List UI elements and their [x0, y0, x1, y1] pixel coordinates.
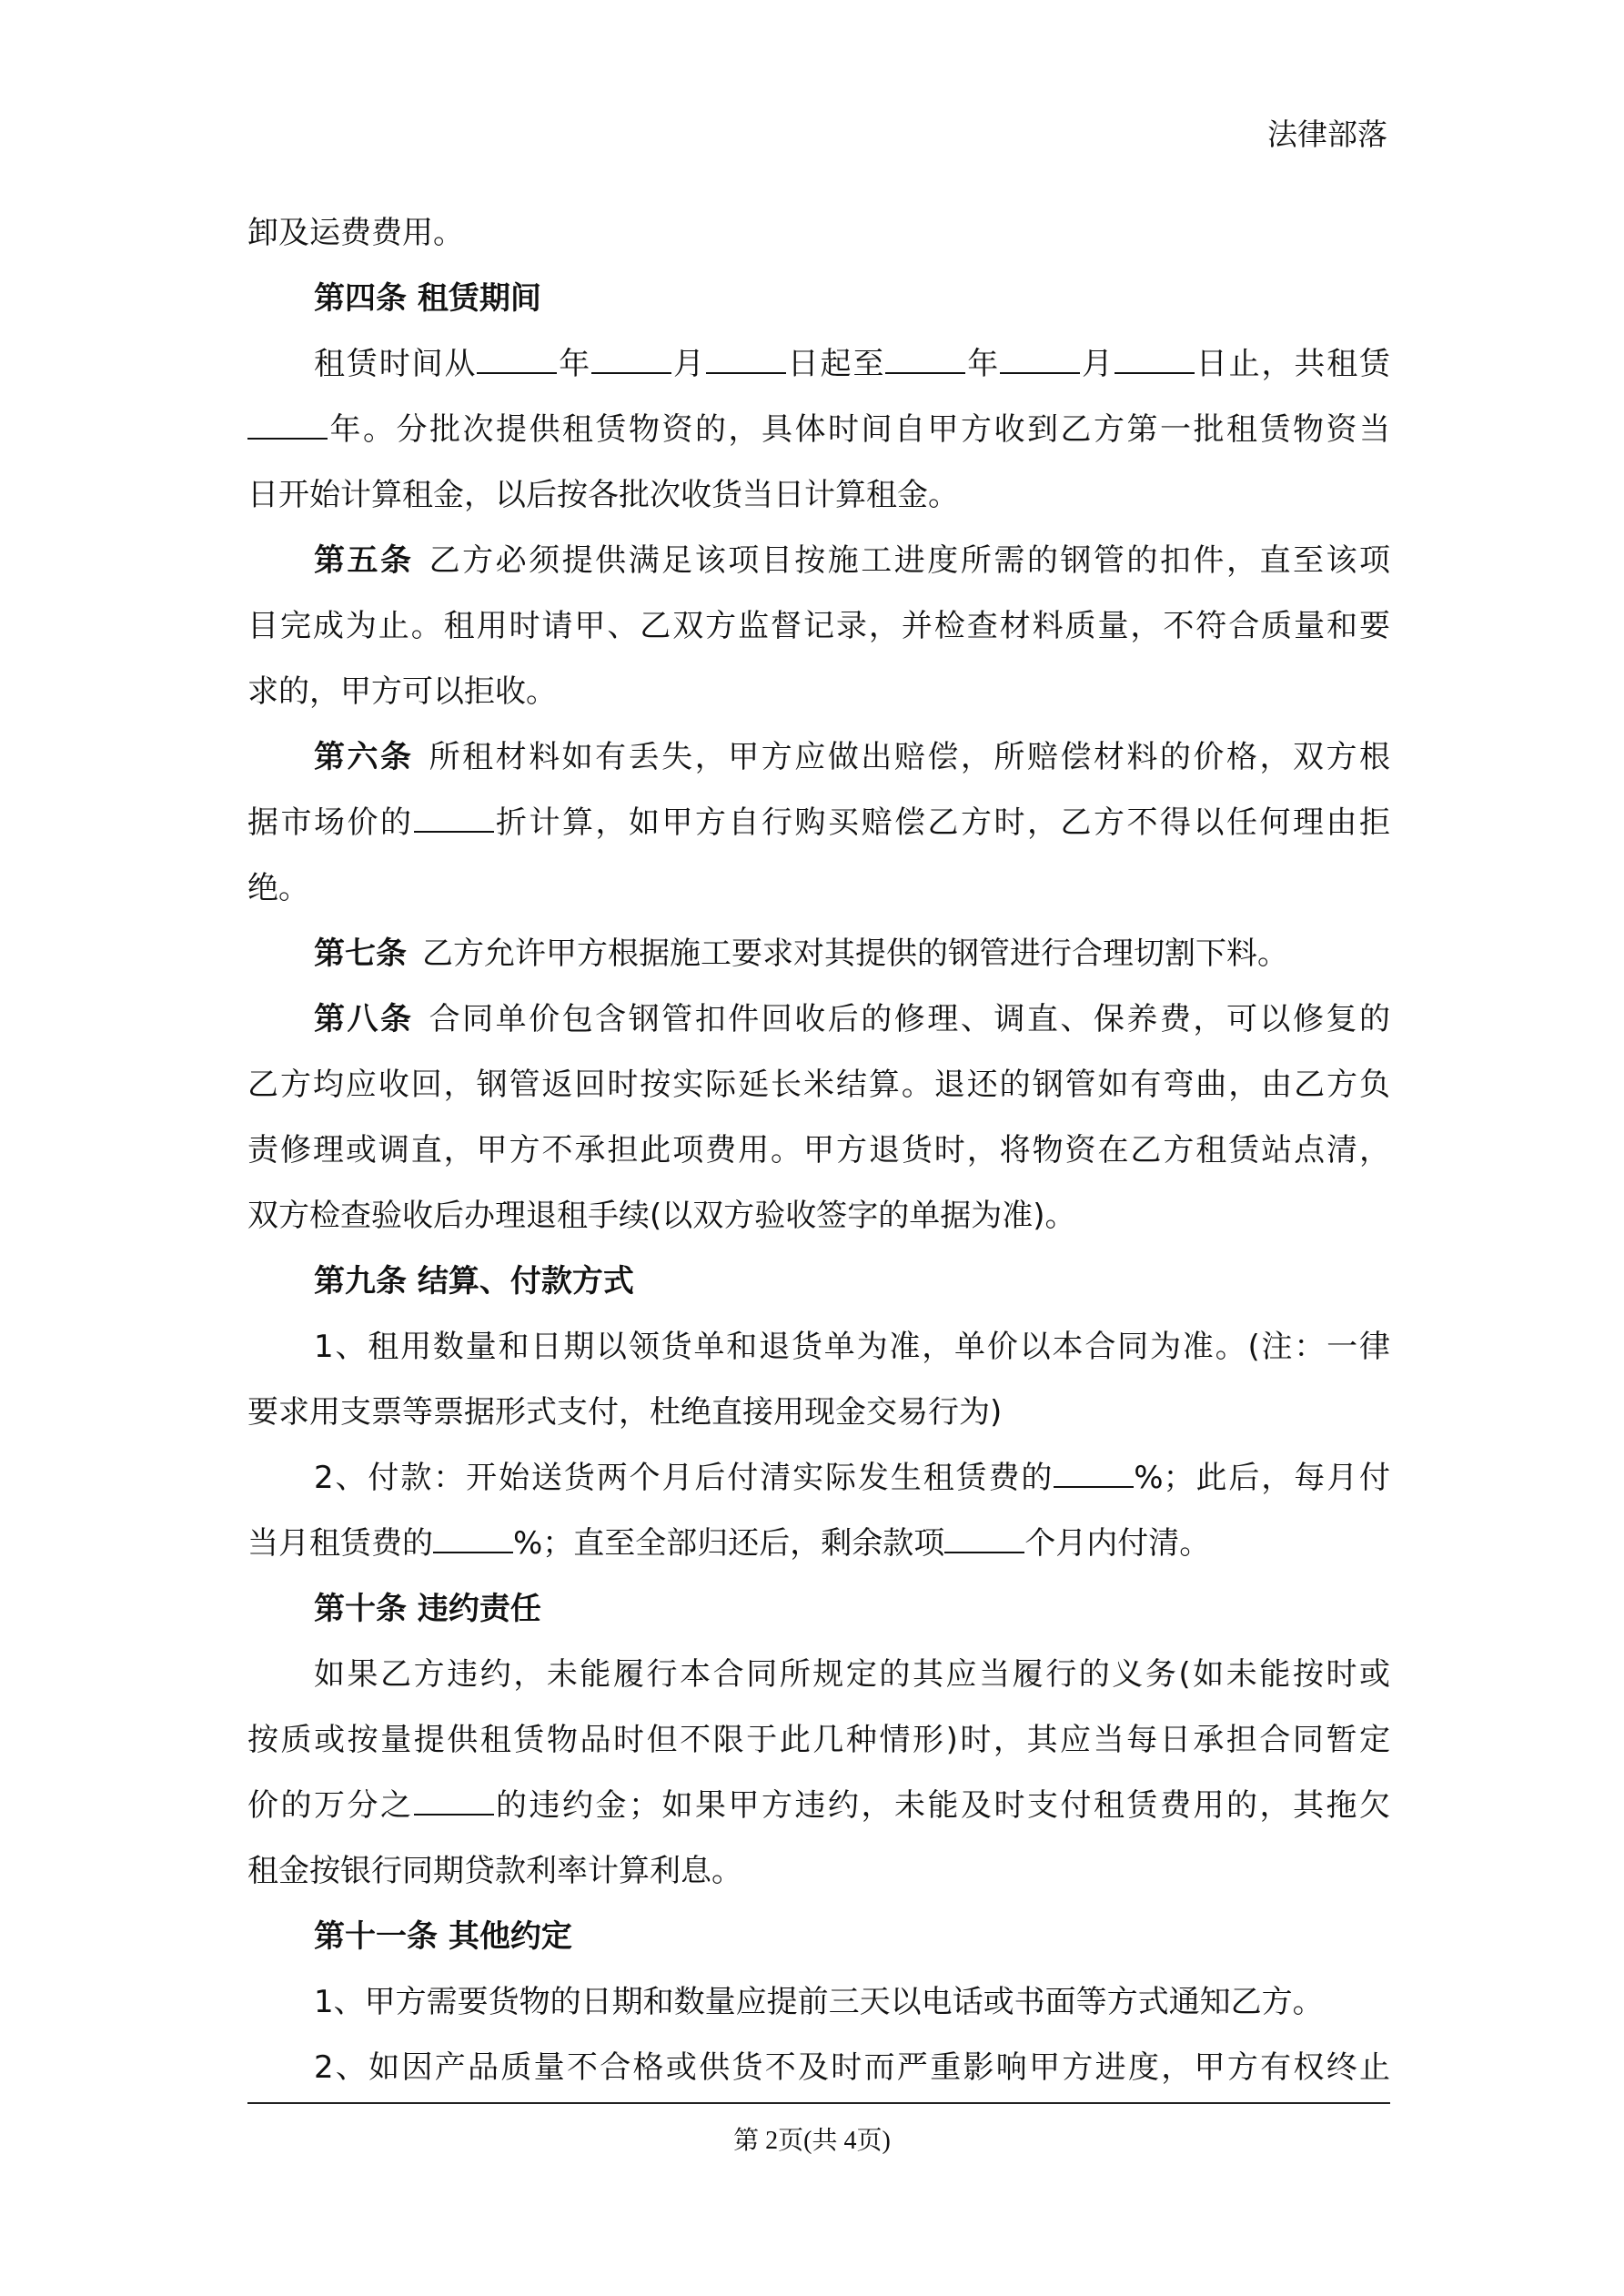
text-line: 乙方均应收回，钢管返回时按实际延长米结算。退还的钢管如有弯曲，由乙方负 — [247, 1067, 1390, 1103]
text-segment: 价的万分之 — [247, 1787, 414, 1824]
article-4-period-line — [247, 331, 1390, 397]
page-number: 第 2页(共 4页) — [733, 2127, 891, 2155]
text-line: 如果乙方违约，未能履行本合同所规定的其应当履行的义务(如未能按时或 — [314, 1656, 1390, 1693]
text-line: 要求用支票等票据形式支付，杜绝直接用现金交易行为) — [247, 1394, 1003, 1431]
text-segment: 个月内付清。 — [1024, 1525, 1211, 1562]
text-segment: 年 — [557, 346, 592, 382]
article-6-label: 第六条 — [314, 739, 414, 775]
fill-blank[interactable] — [1115, 345, 1195, 374]
text-line — [247, 1445, 1390, 1511]
fill-blank[interactable] — [414, 804, 494, 833]
fill-blank[interactable] — [706, 345, 786, 374]
text-line: 1、租用数量和日期以领货单和退货单为准，单价以本合同为准。(注：一律 — [314, 1329, 1390, 1365]
text-line — [247, 397, 1390, 462]
fill-blank[interactable] — [1054, 1459, 1134, 1488]
text-line: 租金按银行同期贷款利率计算利息。 — [247, 1853, 742, 1889]
text-segment: %；直至全部归还后，剩余款项 — [513, 1525, 945, 1562]
fill-blank[interactable] — [247, 410, 328, 440]
text-segment: 月 — [671, 346, 706, 382]
text-line — [247, 1773, 1390, 1838]
text-line — [247, 790, 1390, 855]
text-line: 绝。 — [247, 870, 309, 906]
text-segment: 当月租赁费的 — [247, 1525, 433, 1562]
article-5-label: 第五条 — [314, 542, 414, 579]
fill-blank[interactable] — [414, 1786, 494, 1816]
text-line: 求的，甲方可以拒收。 — [247, 673, 557, 710]
text-line: 双方检查验收后办理退租手续(以双方验收签字的单据为准)。 — [247, 1198, 1076, 1234]
text-segment: 日止，共租赁 — [1194, 346, 1391, 382]
text-line: 1、甲方需要货物的日期和数量应提前三天以电话或书面等方式通知乙方。 — [314, 1984, 1324, 2020]
article-10-title: 第十条 违约责任 — [314, 1591, 541, 1627]
fill-blank[interactable] — [1000, 345, 1080, 374]
article-7-line — [247, 921, 1390, 986]
article-5-line — [247, 528, 1390, 593]
text-line: 责修理或调直，甲方不承担此项费用。甲方退货时，将物资在乙方租赁站点清， — [247, 1132, 1390, 1168]
text-segment: 乙方必须提供满足该项目按施工进度所需的钢管的扣件，直至该项 — [429, 542, 1391, 579]
fill-blank[interactable] — [433, 1524, 513, 1553]
text-segment: 年 — [965, 346, 1001, 382]
text-segment: 年。分批次提供租赁物资的，具体时间自甲方收到乙方第一批租赁物资当 — [328, 411, 1390, 448]
text-line: 卸及运费费用。 — [247, 215, 464, 251]
text-segment: %；此后，每月付 — [1134, 1460, 1390, 1496]
text-segment: 租赁时间从 — [314, 346, 478, 382]
text-line: 目完成为止。租用时请甲、乙双方监督记录，并检查材料质量，不符合质量和要 — [247, 608, 1390, 644]
contract-body — [247, 200, 1390, 2100]
header-brand: 法律部落 — [1267, 116, 1387, 152]
article-8-line — [247, 986, 1390, 1052]
text-line: 日开始计算租金，以后按各批次收货当日计算租金。 — [247, 477, 959, 513]
article-11-title: 第十一条 其他约定 — [314, 1918, 572, 1955]
fill-blank[interactable] — [477, 345, 557, 374]
text-segment: 2、付款：开始送货两个月后付清实际发生租赁费的 — [314, 1460, 1054, 1496]
text-segment: 折计算，如甲方自行购买赔偿乙方时，乙方不得以任何理由拒 — [493, 804, 1390, 841]
article-9-title: 第九条 结算、付款方式 — [314, 1263, 634, 1300]
article-7-label: 第七条 — [314, 936, 407, 972]
text-segment: 日起至 — [785, 346, 886, 382]
text-segment: 乙方允许甲方根据施工要求对其提供的钢管进行合理切割下料。 — [422, 936, 1288, 972]
text-line: 按质或按量提供租赁物品时但不限于此几种情形)时，其应当每日承担合同暂定 — [247, 1722, 1390, 1758]
text-segment: 据市场价的 — [247, 804, 414, 841]
text-segment: 的违约金；如果甲方违约，未能及时支付租赁费用的，其拖欠 — [493, 1787, 1390, 1824]
article-8-label: 第八条 — [314, 1001, 414, 1037]
text-segment: 所租材料如有丢失，甲方应做出赔偿，所赔偿材料的价格，双方根 — [429, 739, 1391, 775]
text-segment: 月 — [1080, 346, 1115, 382]
fill-blank[interactable] — [591, 345, 671, 374]
text-line: 2、如因产品质量不合格或供货不及时而严重影响甲方进度，甲方有权终止 — [314, 2049, 1390, 2086]
fill-blank[interactable] — [885, 345, 965, 374]
text-segment: 合同单价包含钢管扣件回收后的修理、调直、保养费，可以修复的 — [429, 1001, 1391, 1037]
fill-blank[interactable] — [944, 1524, 1024, 1553]
article-4-title: 第四条 租赁期间 — [314, 280, 541, 317]
article-6-line — [247, 724, 1390, 790]
footer-divider — [247, 2102, 1390, 2104]
text-line — [247, 1511, 1390, 1576]
